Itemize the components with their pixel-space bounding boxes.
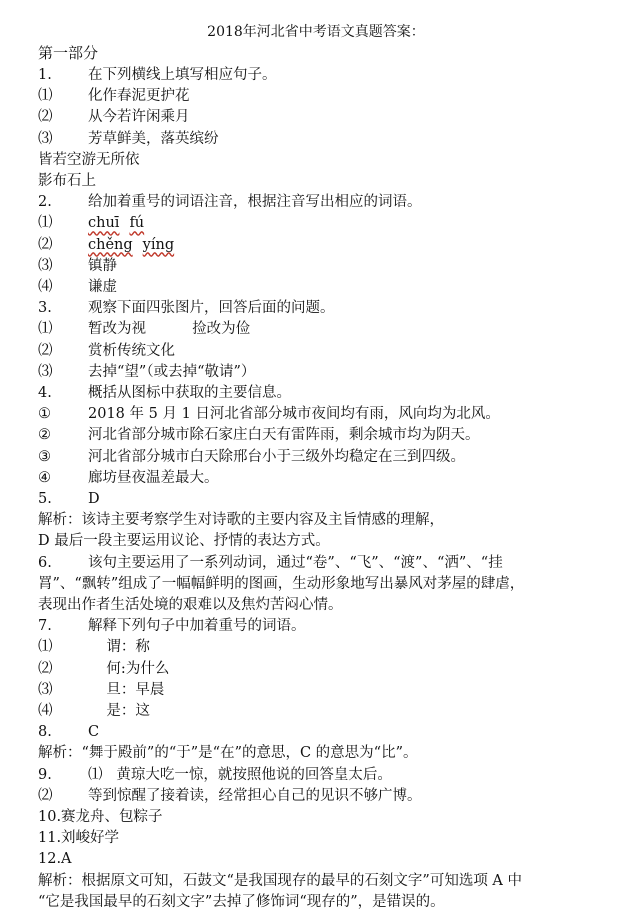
line-text: 谦虚 <box>88 279 117 295</box>
item-number: ⑵ <box>38 109 53 126</box>
line-text: 罥”、“飘转”组成了一幅幅鲜明的图画，生动形象地写出暴风对茅屋的肆虐， <box>38 575 525 592</box>
answer-line <box>38 65 277 86</box>
answer-line <box>38 828 119 849</box>
item-number: 6. <box>38 554 52 571</box>
answer-line <box>38 574 524 595</box>
line-text: 何:为什么 <box>88 660 170 677</box>
item-number: ⑷ <box>38 279 53 295</box>
line-text: 去掉“望”（或去掉“敬请”） <box>88 363 256 380</box>
answer-line <box>38 171 96 192</box>
line-text: D <box>88 491 100 507</box>
section-heading: 第一部分 <box>38 44 99 62</box>
line-text: 概括从图标中获取的主要信息。 <box>88 385 291 401</box>
item-number: ① <box>38 406 51 423</box>
item-number: 8. <box>38 724 52 741</box>
answer-line <box>38 425 480 446</box>
answer-line <box>38 362 255 383</box>
answer-line <box>38 107 190 128</box>
answer-line <box>38 510 444 531</box>
item-number: 7. <box>38 618 52 635</box>
answer-line <box>38 319 250 340</box>
pinyin-text: chuī <box>88 215 120 232</box>
answer-line <box>38 722 99 743</box>
line-text: 皆若空游无所依 <box>38 151 140 168</box>
item-number: ⑵ <box>38 787 53 804</box>
line-text: 给加着重号的词语注音，根据注音写出相应的词语。 <box>88 194 422 211</box>
line-text: 表现出作者生活处境的艰难以及焦灼苦闷心情。 <box>38 597 343 613</box>
line-text: 是：这 <box>88 703 150 719</box>
item-number: ④ <box>38 469 51 486</box>
item-number: ⑶ <box>38 130 53 147</box>
answer-line <box>38 86 190 107</box>
answer-line <box>38 213 154 234</box>
line-text: 11.刘峻好学 <box>38 830 120 847</box>
answer-line <box>38 383 291 404</box>
line-text: 河北省部分城市除石家庄白天有雷阵雨，剩余城市均为阴天。 <box>88 427 480 444</box>
line-text: 解析：该诗主要考察学生对诗歌的主要内容及主旨情感的理解， <box>38 512 444 529</box>
item-number: ⑴ <box>38 215 53 232</box>
item-number: ⑵ <box>38 236 53 253</box>
answer-line <box>38 192 422 213</box>
answer-line <box>38 659 169 680</box>
line-text: 从今若许闲乘月 <box>88 109 190 126</box>
answer-line <box>38 129 219 150</box>
line-text: 2018 年 5 月 1 日河北省部分城市夜间均有雨，风向均为北风。 <box>88 406 500 423</box>
answer-line <box>38 468 219 489</box>
line-text: 在下列横线上填写相应句子。 <box>88 67 277 83</box>
page-title: 2018年河北省中考语文真题答案： <box>207 24 425 40</box>
item-number: ⑷ <box>38 703 53 719</box>
line-text: 河北省部分城市白天除邢台小于三级外均稳定在三到四级。 <box>88 448 465 465</box>
line-text: 10.赛龙舟、包粽子 <box>38 809 163 825</box>
answer-line <box>38 849 72 870</box>
answer-line <box>38 531 330 552</box>
item-number: ⑶ <box>38 363 53 380</box>
line-text: 观察下面四张图片，回答后面的问题。 <box>88 300 335 317</box>
answer-line <box>38 786 422 807</box>
line-text: 镇静 <box>88 257 117 274</box>
line-text: 暂改为视 捡改为俭 <box>88 321 251 338</box>
line-text: 12.A <box>38 851 72 868</box>
answer-line <box>38 150 140 171</box>
line-text: 谓：称 <box>88 639 150 656</box>
line-text: C <box>88 724 100 741</box>
item-number: 9. <box>38 766 52 783</box>
answer-line <box>38 701 150 722</box>
item-number: ⑴ <box>38 88 53 105</box>
answer-line <box>38 595 343 616</box>
answer-line <box>38 277 117 298</box>
line-text: 旦：早晨 <box>88 681 165 698</box>
line-text: ⑴ 黄琼大吃一惊，就按照他说的回答皇太后。 <box>88 766 392 783</box>
answer-line <box>38 553 503 574</box>
answer-line <box>38 871 522 892</box>
pinyin-text: fú <box>129 215 145 232</box>
answer-line <box>38 637 150 658</box>
item-number: ⑵ <box>38 342 53 359</box>
line-text: 等到惊醒了接着读，经常担心自己的见识不够广博。 <box>88 787 422 804</box>
line-text: 芳草鲜美，落英缤纷 <box>88 130 219 147</box>
answer-line <box>38 616 306 637</box>
item-number: ② <box>38 427 51 444</box>
item-number: ⑴ <box>38 321 53 338</box>
item-number: 4. <box>38 385 52 401</box>
pinyin-text: yíng <box>142 236 175 253</box>
item-number: 3. <box>38 300 52 317</box>
item-number: 1. <box>38 67 52 83</box>
item-number: ③ <box>38 448 51 465</box>
answer-line <box>38 235 184 256</box>
answer-line <box>38 447 465 468</box>
answer-line <box>38 489 100 510</box>
line-text: 解析：“舞于殿前”的“于”是“在”的意思，C 的意思为“比”。 <box>38 745 418 762</box>
line-text: 解析：根据原文可知，石鼓文“是我国现存的最早的石刻文字”可知选项 A 中 <box>38 872 523 889</box>
line-text: 化作春泥更护花 <box>88 88 190 105</box>
pinyin-text: chěng <box>88 236 133 253</box>
answer-line <box>38 404 500 425</box>
answer-line <box>38 341 175 362</box>
line-text: 赏析传统文化 <box>88 342 175 359</box>
answer-line <box>38 680 164 701</box>
line-text: 解释下列句子中加着重号的词语。 <box>88 618 306 635</box>
answer-line <box>38 765 392 786</box>
answer-line <box>38 743 418 764</box>
line-text: D 最后一段主要运用议论、抒情的表达方式。 <box>38 533 330 550</box>
item-number: ⑶ <box>38 681 53 698</box>
line-text: 影布石上 <box>38 173 96 189</box>
item-number: 5. <box>38 491 52 507</box>
item-number: ⑵ <box>38 660 53 677</box>
answer-line <box>38 892 445 913</box>
line-text: 廊坊昼夜温差最大。 <box>88 469 219 486</box>
item-number: ⑶ <box>38 257 53 274</box>
line-text: 该句主要运用了一系列动词，通过“卷”、“飞”、“渡”、“洒”、“挂 <box>88 554 503 571</box>
item-number: ⑴ <box>38 639 53 656</box>
item-number: 2. <box>38 194 52 211</box>
answer-line <box>38 298 335 319</box>
answer-line <box>38 807 163 828</box>
line-text: “它是我国最早的石刻文字”去掉了修饰词“现存的”，是错误的。 <box>38 893 445 910</box>
answer-line <box>38 256 117 277</box>
